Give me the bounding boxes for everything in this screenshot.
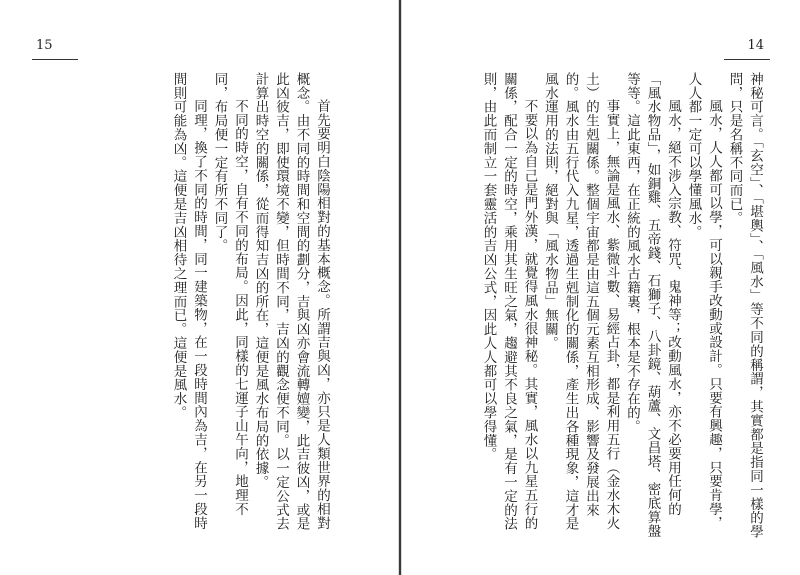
- paragraph: 風水，人人都可以學，可以親手改動或設計。只要有興趣，只要肯學，人人都一定可以學懂風水。: [685, 72, 722, 530]
- book-spine-line: [399, 0, 401, 575]
- paragraph: 不同的時空，自有不同的布局。因此，同樣的七運子山午向，地理不同，布局便一定有所不同了。: [211, 72, 248, 516]
- paragraph: 首先要明白陰陽相對的基本概念。所謂吉與凶，亦只是人類世界的相對概念。由不同的時間和空間的劃分，吉與凶亦會流轉嬗變，此吉彼凶，或是此凶彼吉，即使環境不變，但時間不同，吉凶的觀念便不同。以一定公式去計算出時空的關係，從而得知吉凶的所在，這便是風水布局的依據。: [252, 72, 330, 531]
- page-body: [435, 72, 765, 542]
- page-number: 15: [36, 38, 53, 53]
- paragraph: 事實上，無論是風水、紫微斗數、易經占卦，都是利用五行（金水木火土）的生剋關係。整個宇宙都是由這五個元素互相形成、影響及發展出來的。風水由五行代入九星，透過生剋制化的關係，產生出各種現象，這才是風水運用的法則，絕對與「風水物品」無關。: [542, 72, 620, 531]
- right-page: [402, 0, 800, 575]
- page-number: 14: [747, 38, 764, 53]
- page-body: [87, 72, 332, 542]
- paragraph: 神秘可言。「玄空」、「堪輿」、「風水」等不同的稱謂，其實都是指同一樣的學問，只是名稱不同而已。: [726, 72, 763, 539]
- paragraph: 風水，絕不涉入宗教、符咒、鬼神等；改動風水，亦不必要用任何的「風水物品」，如銅雞、五帝錢、石獅子、八卦鏡、葫蘆、文昌塔、密底算盤等等。這此東西，在正統的風水古籍裏，根本是不存在的。: [624, 72, 681, 538]
- paragraph: 不要以為自己是門外漢，就覺得風水很神秘。其實，風水以九星五行的關係，配合一定的時空，乘用其生旺之氣，趨避其不良之氣，是有一定的法則，由此而制立一套靈活的吉凶公式，因此人人都可以學得懂。: [480, 72, 538, 531]
- header-rule: [32, 59, 78, 60]
- paragraph: 同理，換了不同的時間，同一建築物，在一段時間內為吉，在另一段時間則可能為凶。這便是吉凶相待之理而已。這便是風水。: [170, 72, 207, 530]
- left-page: [0, 0, 398, 575]
- header-rule: [724, 59, 770, 60]
